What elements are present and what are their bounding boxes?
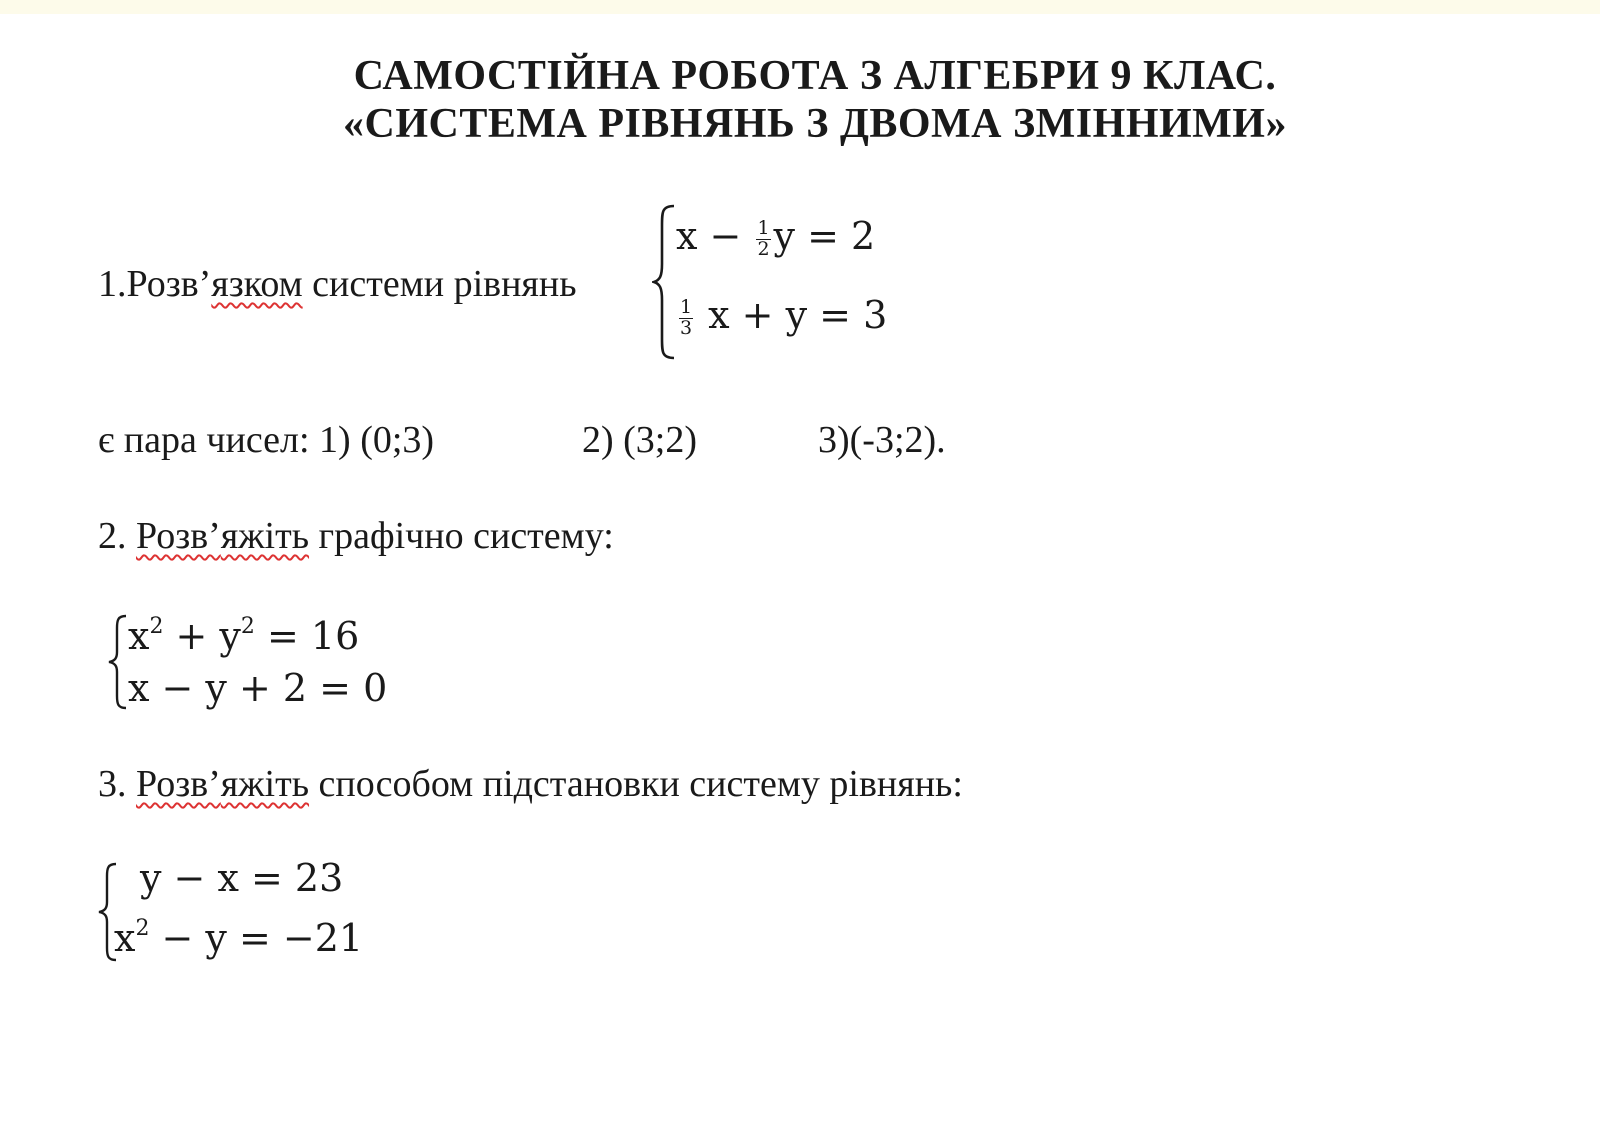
spellcheck-flagged-word: Розв’ <box>136 763 221 805</box>
page-subtitle: «СИСТЕМА РІВНЯНЬ З ДВОМА ЗМІННИМИ» <box>343 101 1287 147</box>
page-title: САМОСТІЙНА РОБОТА З АЛГЕБРИ 9 КЛАС. <box>353 53 1277 99</box>
task2-system-brace <box>106 612 128 712</box>
fraction: $\frac{1}{2}$ <box>757 217 770 260</box>
task1-option-3: 3)(-3;2). <box>818 419 946 461</box>
task3-equation-2: $x^2 - y = -21$ <box>114 916 364 960</box>
task1-equation-2: $\frac{1}{3}$ x + y = 3 <box>680 293 888 339</box>
task1-answers-label: є пара чисел: 1) (0;3) <box>98 419 435 461</box>
task1-statement: 1.Розв’язком системи рівнянь <box>98 263 577 305</box>
task1-system-brace <box>652 202 678 362</box>
spellcheck-flagged-word: Розв’ <box>136 515 221 557</box>
task3-equation-1: y − x = 23 <box>140 856 344 900</box>
task1-equation-1: x − $\frac{1}{2}$ y = 2 <box>676 214 876 260</box>
task2-equation-1: $x^2 + y^2 = 16$ <box>128 614 360 658</box>
task2-statement: 2. Розв’яжіть графічно систему: <box>98 515 614 557</box>
task2-equation-2: x − y + 2 = 0 <box>128 666 388 710</box>
spellcheck-flagged-word: яжіть <box>220 515 310 557</box>
task3-statement: 3. Розв’яжіть способом підстановки систему рівнянь: <box>98 763 963 805</box>
spellcheck-flagged-word: язком <box>211 263 303 305</box>
fraction: $\frac{1}{3}$ <box>680 296 693 339</box>
task1-option-2: 2) (3;2) <box>582 419 698 461</box>
top-band <box>0 0 1600 14</box>
spellcheck-flagged-word: яжіть <box>220 763 310 805</box>
